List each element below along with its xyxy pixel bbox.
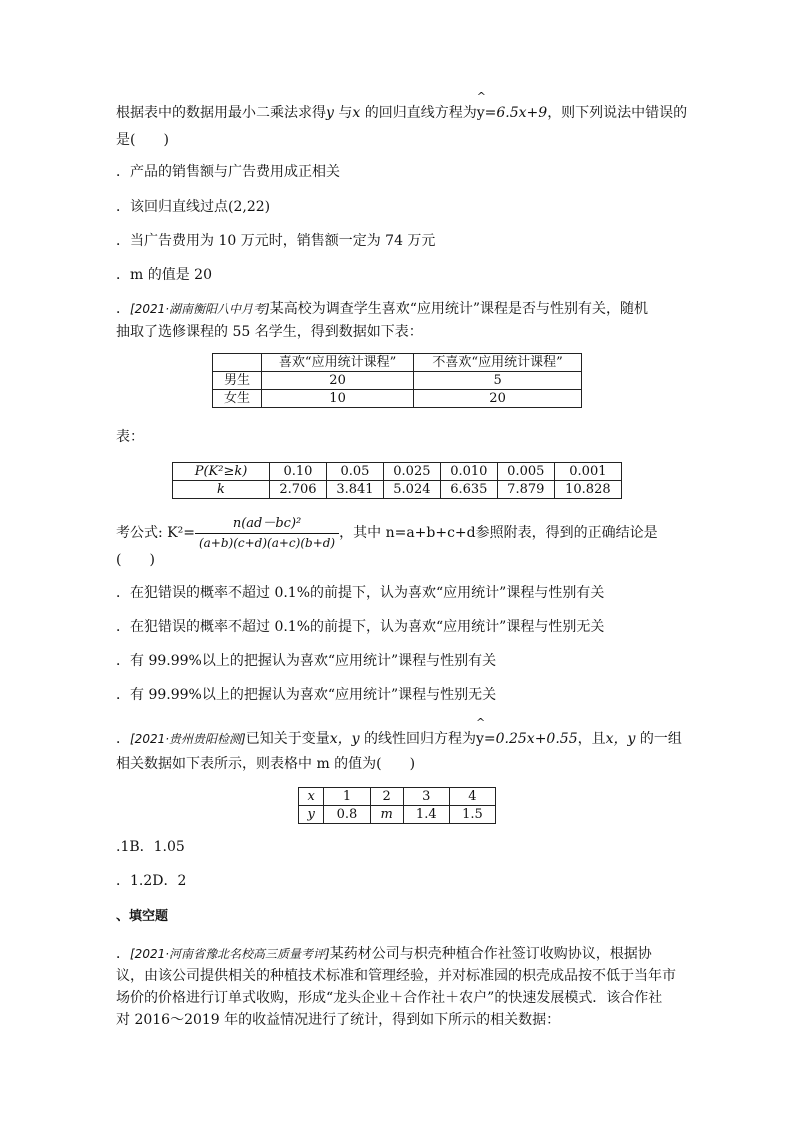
q2-stem-line1 xyxy=(116,299,648,319)
q1-option-b[interactable]: ．该回归直线过点(2,22) xyxy=(116,199,271,215)
table-cell: 1.4 xyxy=(403,806,449,824)
table-cell: 10.828 xyxy=(554,481,621,499)
q4-source: [2021·河南省豫北名校高三质量考评] xyxy=(130,947,330,961)
table-cell: P(K²≥k) xyxy=(173,463,270,481)
q3-y-hat xyxy=(475,716,486,749)
table-row xyxy=(299,806,496,824)
table-cell: 2 xyxy=(370,788,403,806)
table-header-cell: 喜欢“应用统计课程” xyxy=(262,354,414,372)
q3-stem-b: 的线性回归方程为 xyxy=(359,731,476,747)
q1-equation: =6.5x+9 xyxy=(484,105,548,121)
q1-option-a[interactable]: ．产品的销售额与广告费用成正相关 xyxy=(116,164,340,180)
q3-data-table xyxy=(298,787,496,824)
table-row xyxy=(173,481,622,499)
table-cell: 5.024 xyxy=(383,481,440,499)
q1-y-hat xyxy=(476,90,486,123)
q1-stem-a: 根据表中的数据用最小二乘法求得 xyxy=(116,105,326,121)
table-cell: 2.706 xyxy=(270,481,327,499)
q2-ref-label: 表： xyxy=(116,429,144,445)
table-cell: y xyxy=(299,806,324,824)
q3-options-line1[interactable]: .1B．1.05 xyxy=(116,839,185,855)
table-cell: 0.025 xyxy=(383,463,440,481)
q3-y-hat-letter: y xyxy=(475,731,484,747)
table-row xyxy=(213,372,582,390)
q2-stem-end: ( ) xyxy=(116,552,155,568)
q3-prefix: ． xyxy=(116,731,130,747)
q2-formula-numerator: n(ad－bc)² xyxy=(195,515,339,534)
table-cell: 3 xyxy=(403,788,449,806)
q4-line1 xyxy=(116,944,652,964)
table-cell: 20 xyxy=(262,372,414,390)
q2-option-a[interactable]: ．在犯错误的概率不超过 0.1%的前提下，认为喜欢“应用统计”课程与性别有关 xyxy=(116,585,605,601)
q3-vars-repeat: x，y xyxy=(605,731,636,747)
q3-equation: =0.25x+0.55 xyxy=(483,731,578,747)
q2-option-d[interactable]: ．有 99.99%以上的把握认为喜欢“应用统计”课程与性别无关 xyxy=(116,687,497,703)
q3-vars: x，y xyxy=(329,731,360,747)
table-cell: 0.005 xyxy=(497,463,554,481)
q3-stem-line2: 相关数据如下表所示，则表格中 m 的值为( ) xyxy=(116,756,416,772)
table-cell: 0.010 xyxy=(440,463,497,481)
q3-stem-d: 的一组 xyxy=(635,731,682,747)
q2-formula-line xyxy=(116,513,658,553)
q1-stem-line1 xyxy=(116,90,688,123)
q3-options-line2[interactable]: ．1.2D．2 xyxy=(116,873,187,889)
table-row xyxy=(299,788,496,806)
table-cell: 女生 xyxy=(213,390,262,408)
table-cell: 0.8 xyxy=(324,806,370,824)
q2-survey-table xyxy=(212,353,582,408)
table-header-cell: 不喜欢“应用统计课程” xyxy=(414,354,582,372)
q2-stem-line2: 抽取了选修课程的 55 名学生，得到数据如下表： xyxy=(116,324,423,340)
q3-stem-c: ，且 xyxy=(577,731,606,747)
table-cell: 男生 xyxy=(213,372,262,390)
q1-stem-line2: 是( ) xyxy=(116,132,169,148)
table-cell: 10 xyxy=(262,390,414,408)
q1-var-y: y xyxy=(326,105,334,121)
table-cell: m xyxy=(370,806,403,824)
q4-line4: 对 2016～2019 年的收益情况进行了统计，得到如下所示的相关数据： xyxy=(116,1012,561,1028)
table-cell: 0.05 xyxy=(326,463,383,481)
q4-line3: 场价的价格进行订单式收购，形成“龙头企业＋合作社＋农户”的快速发展模式．该合作社 xyxy=(116,990,663,1006)
table-cell: 20 xyxy=(414,390,582,408)
table-cell: 4 xyxy=(449,788,495,806)
table-cell: 3.841 xyxy=(326,481,383,499)
q2-prefix: ． xyxy=(116,301,130,317)
q2-formula-denominator: (a+b)(c+d)(a+c)(b+d) xyxy=(198,535,336,550)
q1-option-c[interactable]: ．当广告费用为 10 万元时，销售额一定为 74 万元 xyxy=(116,233,436,249)
q1-hat-symbol: ^ xyxy=(476,90,486,103)
table-row xyxy=(173,463,622,481)
q2-formula-after: ，其中 n=a+b+c+d参照附表，得到的正确结论是 xyxy=(339,525,658,541)
table-cell: k xyxy=(173,481,270,499)
table-cell: 6.635 xyxy=(440,481,497,499)
q3-hat-symbol: ^ xyxy=(475,716,486,729)
q2-formula-label: 考公式: K²= xyxy=(116,525,195,541)
q3-stem-a: 已知关于变量 xyxy=(245,731,330,747)
q2-option-b[interactable]: ．在犯错误的概率不超过 0.1%的前提下，认为喜欢“应用统计”课程与性别无关 xyxy=(116,619,605,635)
table-cell: x xyxy=(299,788,324,806)
q1-y-hat-letter: y xyxy=(476,105,485,121)
q3-stem-line1 xyxy=(116,716,682,749)
table-row xyxy=(213,390,582,408)
q4-line1-text: 某药材公司与枳壳种植合作社签订收购协议，根据协 xyxy=(329,946,652,962)
table-cell: 7.879 xyxy=(497,481,554,499)
q1-stem-b: 与 xyxy=(333,105,353,121)
section-title-fill-in: 、填空题 xyxy=(116,909,169,924)
table-cell: 0.001 xyxy=(554,463,621,481)
q4-line2: 议，由该公司提供相关的种植技术标准和管理经验，并对标准园的枳壳成品按不低于当年市 xyxy=(116,968,676,984)
q1-option-d[interactable]: ．m 的值是 20 xyxy=(116,267,212,283)
q1-stem-c: 的回归直线方程为 xyxy=(360,105,477,121)
q2-stem-text: 某高校为调查学生喜欢“应用统计”课程是否与性别有关，随机 xyxy=(269,301,649,317)
q2-critical-value-table xyxy=(172,462,622,499)
table-row xyxy=(213,354,582,372)
table-cell: 1.5 xyxy=(449,806,495,824)
q3-source: [2021·贵州贵阳检测] xyxy=(130,732,246,746)
q2-source: [2021·湖南衡阳八中月考] xyxy=(130,302,270,316)
q1-stem-d: ，则下列说法中错误的 xyxy=(547,105,688,121)
q2-option-c[interactable]: ．有 99.99%以上的把握认为喜欢“应用统计”课程与性别有关 xyxy=(116,653,497,669)
table-cell xyxy=(213,354,262,372)
table-cell: 1 xyxy=(324,788,370,806)
q4-prefix: ． xyxy=(116,946,130,962)
q2-chi-square-fraction xyxy=(195,515,339,552)
table-cell: 0.10 xyxy=(270,463,327,481)
table-cell: 5 xyxy=(414,372,582,390)
q1-var-x: x xyxy=(352,105,361,121)
